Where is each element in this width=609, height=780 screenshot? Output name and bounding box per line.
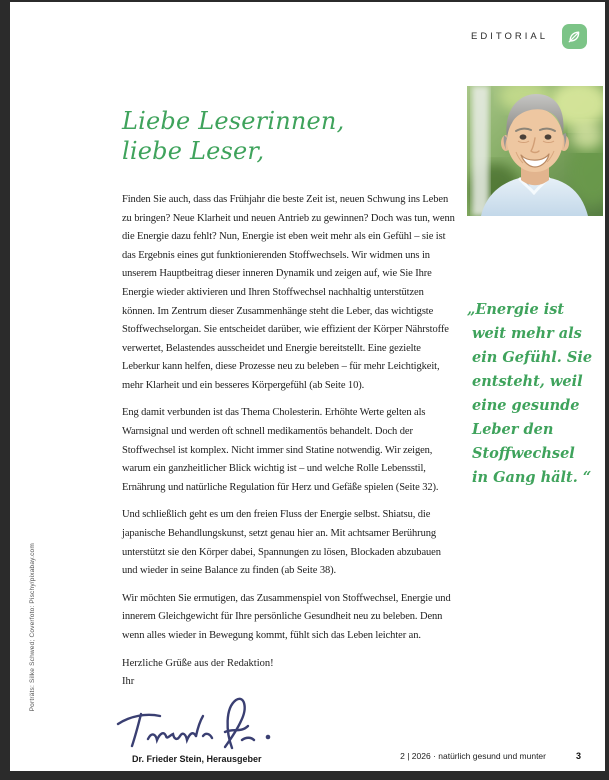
salutation: Ihr bbox=[122, 676, 135, 688]
page-footer bbox=[400, 751, 581, 761]
editor-portrait-photo bbox=[467, 86, 603, 216]
photo-credit-vertical: Porträts: Silke Schwed; Coverfoto: Pischy/pixabay.com bbox=[29, 542, 36, 711]
closing-line: Herzliche Grüße aus der Redaktion! bbox=[122, 657, 274, 669]
paragraph: Finden Sie auch, dass das Frühjahr die beste Zeit ist, neuen Schwung ins Leben zu bringen? Neue Klarheit und neuen Antrieb zu gewinnen? Doch was tun, wenn die Energie dazu fehlt? Nun, Energie ist eben weit mehr als ein Gefühl – sie ist das Ergebnis eines gut funktionierenden Stoffwechsels. Wir widmen uns in unserem Hauptbeitrag dieser inneren Dynamik und zeigen auf, wie Sie Ihre Energie wieder aktivieren und Ihren Stoffwechsel nachhaltig unterstützen können. Im Zentrum dieser Zusammenhänge steht die Leber, das wichtigste Stoffwechselorgan. Sie entscheidet darüber, wie effizient der Körper Nährstoffe verwertet, Belastendes ausscheidet und Energie bereitstellt. Eine gezielte Leberkur kann helfen, diese Prozesse neu zu beleben – für mehr Leichtigkeit, mehr Klarheit und ein besseres Körpergefühl (ab Seite 10). bbox=[122, 193, 455, 391]
leaf-icon bbox=[562, 24, 587, 49]
headline-line1: Liebe Leserinnen, bbox=[122, 107, 345, 135]
main-column bbox=[122, 106, 458, 764]
footer-page-number: 3 bbox=[575, 751, 581, 761]
page-header bbox=[471, 24, 587, 49]
paragraph: Wir möchten Sie ermutigen, das Zusammenspiel von Stoffwechsel, Energie und innerem Gleichgewicht für Ihre persönliche Gesundheit neu zu beleben. Denn wenn alles wieder in Bewegung kommt, fühlt sich das Leben leichter an. bbox=[122, 592, 451, 641]
editorial-label: EDITORIAL bbox=[471, 31, 548, 42]
author-line: Dr. Frieder Stein, Herausgeber bbox=[132, 753, 262, 764]
paragraph: Und schließlich geht es um den freien Fluss der Energie selbst. Shiatsu, die japanische Behandlungskunst, setzt genau hier an. Mit achtsamer Berührung unterstützt sie den Körper dabei, Spannungen zu lösen, Blockaden abzubauen und wieder in seine Balance zu finden (ab Seite 38). bbox=[122, 509, 441, 577]
page-title bbox=[122, 106, 458, 167]
headline-line2: liebe Leser, bbox=[122, 137, 265, 166]
footer-issue: 2 | 2026 · natürlich gesund und munter bbox=[400, 751, 546, 761]
editorial-page bbox=[10, 2, 605, 771]
paragraph: Eng damit verbunden ist das Thema Cholesterin. Erhöhte Werte gelten als Warnsignal und werden oft schnell medikamentös behandelt. Doch der Stoffwechsel ist komplex. Nicht immer sind Statine notwendig. Wir zeigen, warum ein ganzheitlicher Blick wichtig ist – und welche Rolle Lebensstil, Ernährung und natürliche Regulation für Herz und Gefäße spielen (Seite 32). bbox=[122, 407, 439, 493]
body-copy bbox=[122, 191, 458, 646]
signature-image bbox=[112, 694, 458, 752]
pull-quote: „Energie ist weit mehr als ein Gefühl. Sie entsteht, weil eine gesunde Leber den Stoffwechsel in Gang hält. “ bbox=[467, 301, 593, 486]
right-column bbox=[467, 86, 603, 490]
